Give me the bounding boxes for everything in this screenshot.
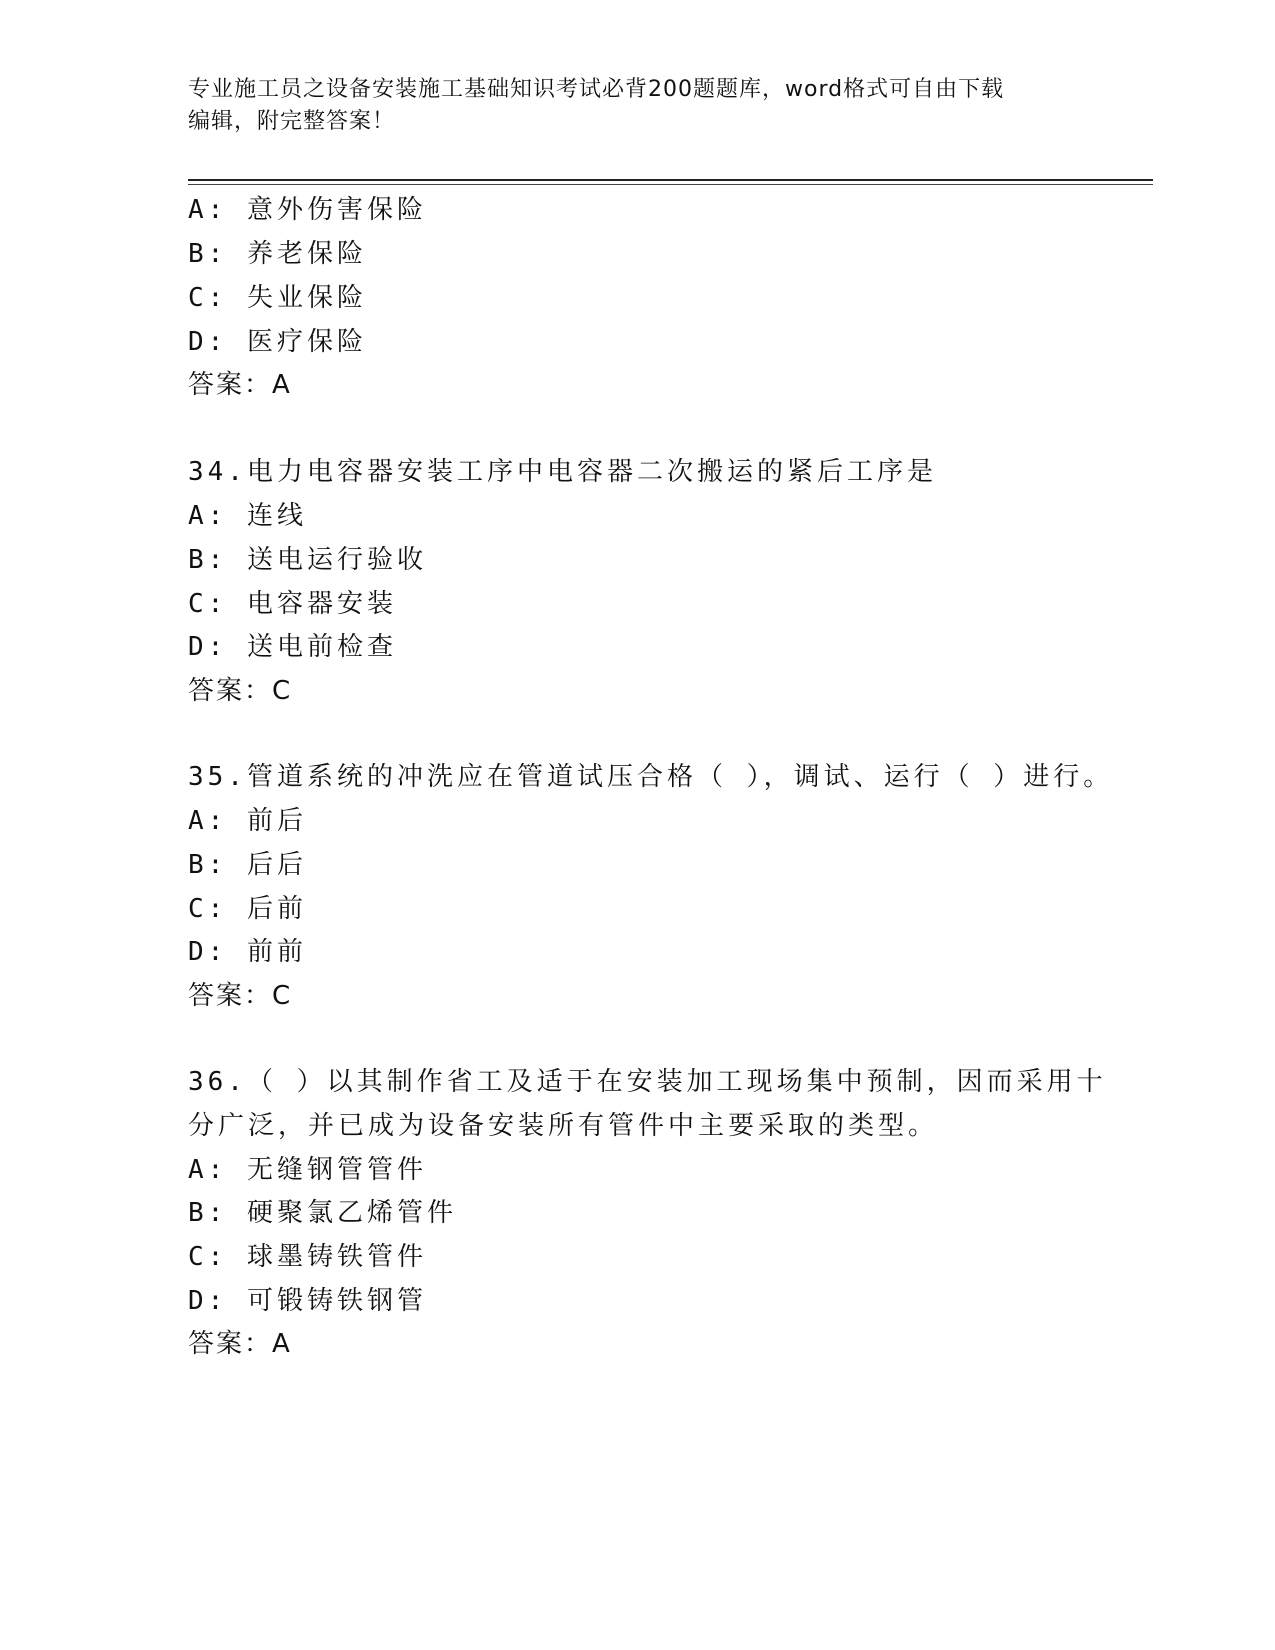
header-line-2: 编辑，附完整答案！ (188, 109, 396, 134)
q33-option-d: D: 医疗保险 (188, 327, 367, 357)
header-rule-thick (188, 179, 1153, 181)
q35-question: 35.管道系统的冲洗应在管道试压合格（ ），调试、运行（ ）进行。 (188, 762, 1114, 792)
q35-option-b: B: 后后 (188, 850, 307, 880)
q34-option-a: A: 连线 (188, 501, 307, 531)
q36-option-a: A: 无缝钢管管件 (188, 1155, 427, 1185)
q34-question: 34.电力电容器安装工序中电容器二次搬运的紧后工序是 (188, 457, 937, 487)
q34-answer: 答案：C (188, 676, 293, 706)
q35-option-a: A: 前后 (188, 806, 307, 836)
q36-answer: 答案：A (188, 1329, 292, 1359)
q36-question-line-2: 分广泛，并已成为设备安装所有管件中主要采取的类型。 (188, 1111, 939, 1141)
q36-option-b: B: 硬聚氯乙烯管件 (188, 1198, 457, 1228)
header-line-1: 专业施工员之设备安装施工基础知识考试必背200题题库，word格式可自由下载 (188, 77, 1005, 102)
q36-option-d: D: 可锻铸铁钢管 (188, 1286, 427, 1316)
q34-option-b: B: 送电运行验收 (188, 545, 427, 575)
document-header (188, 74, 1068, 138)
q35-option-c: C: 后前 (188, 894, 307, 924)
q33-option-b: B: 养老保险 (188, 239, 367, 269)
q33-option-a: A: 意外伤害保险 (188, 195, 427, 225)
header-rule-thin (188, 184, 1153, 185)
q35-answer: 答案：C (188, 981, 293, 1011)
q34-option-d: D: 送电前检查 (188, 632, 397, 662)
q36-option-c: C: 球墨铸铁管件 (188, 1242, 427, 1272)
q33-option-c: C: 失业保险 (188, 283, 367, 313)
q33-answer: 答案：A (188, 370, 292, 400)
q36-question-line-1: 36.（ ）以其制作省工及适于在安装加工现场集中预制，因而采用十 (188, 1067, 1107, 1097)
q34-option-c: C: 电容器安装 (188, 589, 397, 619)
q35-option-d: D: 前前 (188, 937, 307, 967)
